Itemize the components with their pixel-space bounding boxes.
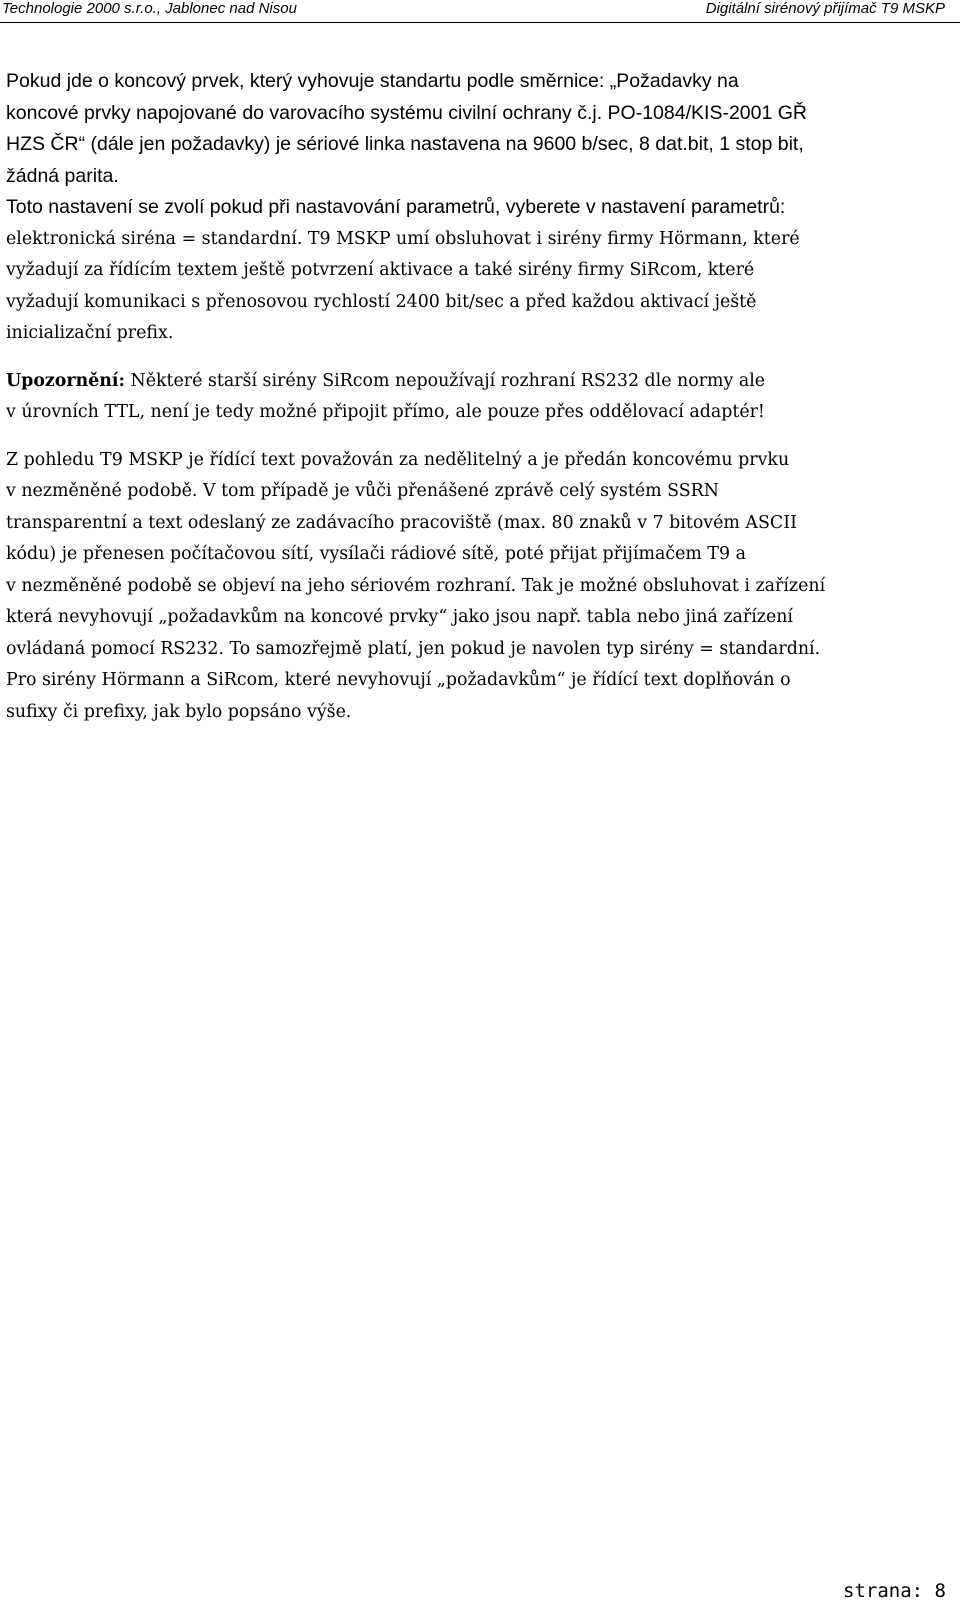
text-line: Toto nastavení se zvolí pokud při nastavování parametrů, vyberete v nastavení parametrů: <box>6 196 786 218</box>
page-number: strana: 8 <box>843 1580 946 1602</box>
text-line: kódu) je přenesen počítačovou sítí, vysílači rádiové sítě, poté přijat přijímačem T9 a <box>6 544 746 564</box>
text-line: transparentní a text odeslaný ze zadávacího pracoviště (max. 80 znaků v 7 bitovém ASCII <box>6 512 797 533</box>
text-line: Z pohledu T9 MSKP je řídící text považován za nedělitelný a je předán koncovému prvku <box>6 449 790 470</box>
text-line: Pokud jde o koncový prvek, který vyhovuje standartu podle směrnice: „Požadavky na <box>6 70 739 92</box>
text-line: v nezměněné podobě. V tom případě je vůči přenášené zprávě celý systém SSRN <box>6 481 719 501</box>
text-line: Pro sirény Hörmann a SiRcom, které nevyhovují „požadavkům“ je řídící text doplňován o <box>6 670 791 690</box>
warning-label: Upozornění: <box>6 370 125 391</box>
text-line <box>6 366 946 398</box>
text-line: žádná parita. <box>6 164 119 187</box>
header-company: Technologie 2000 s.r.o., Jablonec nad Nisou <box>2 0 297 17</box>
text-line: v úrovních TTL, není je tedy možné připojit přímo, ale pouze přes oddělovací adaptér! <box>6 402 765 422</box>
text-line: sufixy či prefixy, jak bylo popsáno výše. <box>6 701 352 722</box>
text-line: koncové prvky napojované do varovacího systému civilní ochrany č.j. PO-1084/KIS-2001 GŘ <box>6 101 807 124</box>
paragraph-serial-settings <box>6 66 946 192</box>
warning-text: Některé starší sirény SiRcom nepoužívají rozhraní RS232 dle normy ale <box>124 370 766 391</box>
text-line: vyžadují komunikaci s přenosovou rychlostí 2400 bit/sec a před každou aktivací ještě <box>6 291 757 312</box>
text-line: v nezměněné podobě se objeví na jeho sériovém rozhraní. Tak je možné obsluhovat i zařízení <box>6 575 826 596</box>
text-line: elektronická siréna = standardní. T9 MSKP umí obsluhovat i sirény firmy Hörmann, které <box>6 228 800 249</box>
paragraph-transparent-text <box>6 445 946 729</box>
page-header <box>0 0 960 23</box>
text-line: inicializační prefix. <box>6 323 174 343</box>
text-line: ovládaná pomocí RS232. To samozřejmě platí, jen pokud je navolen typ sirény = standardní. <box>6 638 821 659</box>
text-line: která nevyhovují „požadavkům na koncové prvky“ jako jsou např. tabla nebo jiná zařízení <box>6 607 793 627</box>
paragraph-warning <box>6 366 946 429</box>
header-document-title: Digitální sirénový přijímač T9 MSKP <box>705 0 945 17</box>
paragraph-spacer <box>6 429 946 445</box>
text-line: vyžadují za řídícím textem ještě potvrzení aktivace a také sirény firmy SiRcom, které <box>6 260 755 280</box>
paragraph-spacer <box>6 350 946 366</box>
paragraph-siren-types <box>6 192 946 350</box>
text-line: HZS ČR“ (dále jen požadavky) je sériové linka nastavena na 9600 b/sec, 8 dat.bit, 1 stop bit, <box>6 133 804 155</box>
document-body <box>6 66 946 728</box>
